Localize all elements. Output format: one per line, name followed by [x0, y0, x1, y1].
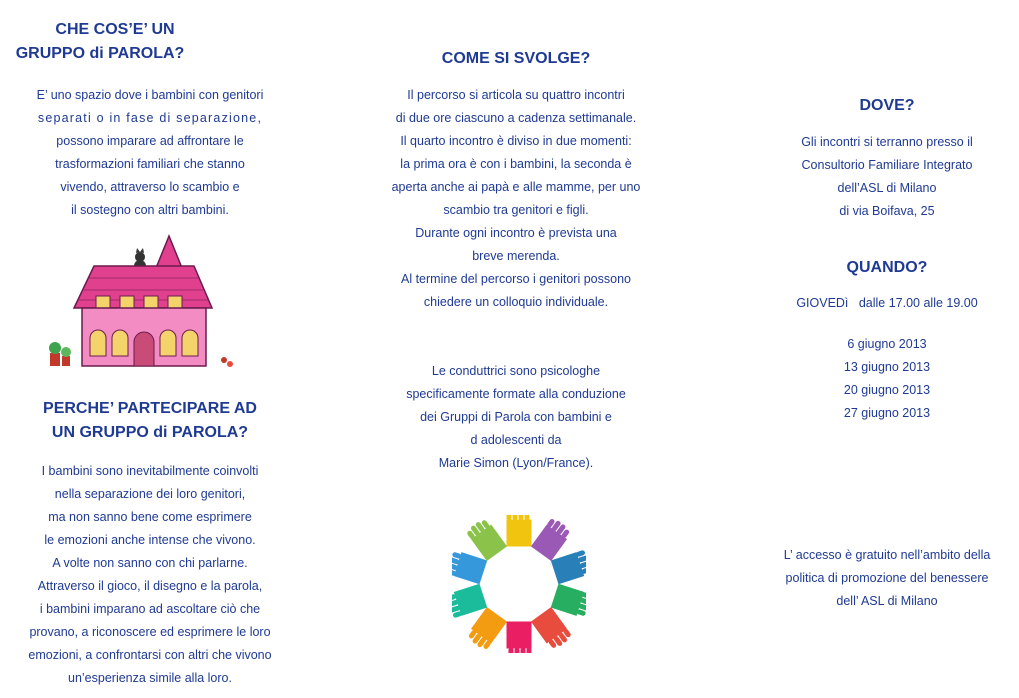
title-why-line1: PERCHE’ PARTECIPARE AD — [43, 400, 257, 417]
paragraph-where — [740, 131, 1019, 223]
text-line: Consultorio Familiare Integrato — [801, 158, 973, 172]
text-line: le emozioni anche intense che vivono. — [44, 533, 256, 547]
paragraph-what-is — [0, 84, 300, 222]
text-line: L’ accesso è gratuito nell’ambito della — [783, 548, 991, 562]
text-line: Al termine del percorso i genitori possono — [401, 272, 631, 286]
paragraph-conductors — [366, 360, 666, 475]
text-line: dei Gruppi di Parola con bambini e — [420, 410, 612, 424]
text-line: trasformazioni familiari che stanno — [55, 157, 245, 171]
when-line — [740, 292, 1019, 315]
hands-circle-illustration — [452, 515, 586, 653]
text-line: ma non sanno bene come esprimere — [48, 510, 252, 524]
text-line: un’esperienza simile alla loro. — [68, 671, 232, 685]
text-line: Il percorso si articola su quattro incontri — [407, 88, 625, 102]
text-line: specificamente formate alla conduzione — [406, 387, 626, 401]
text-line: vivendo, attraverso lo scambio e — [60, 180, 240, 194]
text-line: A volte non sanno con chi parlarne. — [52, 556, 248, 570]
text-line: il sostegno con altri bambini. — [71, 203, 229, 217]
text-line: Durante ogni incontro è prevista una — [415, 226, 617, 240]
title-where: DOVE? — [859, 97, 915, 114]
text-line: la prima ora è con i bambini, la seconda è — [400, 157, 632, 171]
house-illustration — [44, 228, 240, 370]
text-line: Marie Simon (Lyon/France). — [438, 456, 594, 470]
text-line: I bambini sono inevitabilmente coinvolti — [41, 464, 259, 478]
date-item: 6 giugno 2013 — [847, 337, 927, 351]
text-line: GIOVEDì dalle 17.00 alle 19.00 — [796, 296, 978, 310]
paragraph-why — [0, 460, 300, 690]
text-line: aperta anche ai papà e alle mamme, per uno — [391, 180, 641, 194]
text-line: breve merenda. — [472, 249, 560, 263]
dates-list — [740, 333, 1019, 425]
text-line: Le conduttrici sono psicologhe — [431, 364, 601, 378]
title-when: QUANDO? — [846, 259, 928, 276]
text-line: scambio tra genitori e figli. — [443, 203, 589, 217]
text-line: di due ore ciascuno a cadenza settimanale. — [395, 111, 637, 125]
text-line: di via Boifava, 25 — [839, 204, 935, 218]
text-line: E’ uno spazio dove i bambini con genitori — [36, 88, 264, 102]
text-line: d adolescenti da — [470, 433, 562, 447]
paragraph-access — [740, 544, 1019, 613]
text-line: emozioni, a confrontarsi con altri che vivono — [28, 648, 272, 662]
text-line: dell’ASL di Milano — [837, 181, 937, 195]
title-what-is-line2: GRUPPO di PAROLA? — [15, 45, 185, 62]
text-line: chiedere un colloquio individuale. — [423, 295, 609, 309]
date-item: 13 giugno 2013 — [843, 360, 931, 374]
text-line: politica di promozione del benessere — [785, 571, 989, 585]
date-item: 27 giugno 2013 — [843, 406, 931, 420]
text-line: Gli incontri si terranno presso il — [801, 135, 973, 149]
title-why — [0, 397, 300, 445]
title-what-is — [0, 18, 300, 66]
paragraph-how — [366, 84, 666, 314]
text-line: provano, a riconoscere ed esprimere le loro — [29, 625, 271, 639]
text-line: Il quarto incontro è diviso in due momenti: — [400, 134, 632, 148]
text-line: dell’ ASL di Milano — [836, 594, 938, 608]
title-what-is-line1: CHE COS’E’ UN — [55, 21, 175, 38]
text-line: i bambini imparano ad ascoltare ciò che — [39, 602, 261, 616]
date-item: 20 giugno 2013 — [843, 383, 931, 397]
title-why-line2: UN GRUPPO di PAROLA? — [51, 424, 249, 441]
title-how: COME SI SVOLGE? — [441, 50, 591, 67]
text-line: possono imparare ad affrontare le — [56, 134, 244, 148]
text-line: Attraverso il gioco, il disegno e la parola, — [37, 579, 263, 593]
text-line: nella separazione dei loro genitori, — [54, 487, 246, 501]
text-line: separati o in fase di separazione, — [37, 111, 263, 125]
